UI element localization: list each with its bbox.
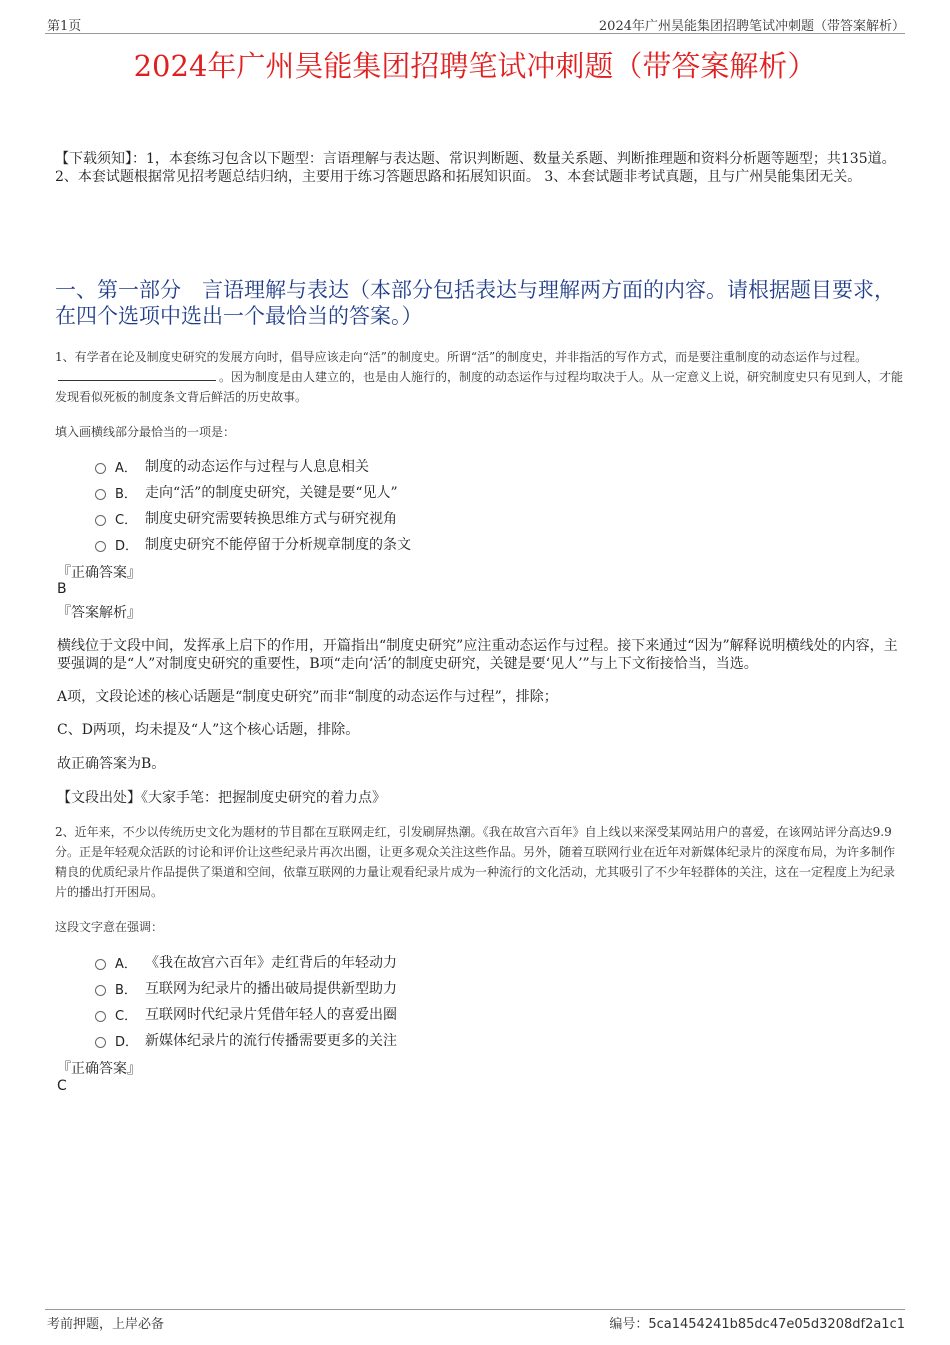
option-a[interactable] [95, 453, 411, 479]
fill-blank [58, 368, 216, 381]
page-title: 2024年广州昊能集团招聘笔试冲刺题（带答案解析） [133, 49, 817, 83]
option-d[interactable] [95, 1027, 397, 1053]
option-text: 《我在故宫六百年》走红背后的年轻动力 [145, 955, 397, 971]
footer-code-label: 编号： [609, 1317, 649, 1332]
header-doc-title: 2024年广州昊能集团招聘笔试冲刺题（带答案解析） [598, 19, 905, 34]
question-2-prompt: 这段文字意在强调： [55, 920, 164, 934]
option-text: 制度的动态运作与过程与人息息相关 [145, 459, 369, 475]
analysis-paragraph: A项，文段论述的核心话题是“制度史研究”而非“制度的动态运作与过程”，排除； [57, 689, 558, 705]
option-text: 制度史研究需要转换思维方式与研究视角 [145, 511, 397, 527]
download-notice: 【下载须知】：1，本套练习包含以下题型：言语理解与表达题、常识判断题、数量关系题、判断推理题和资料分析题等题型；共135道。 2、本套试题根据常见招考题总结归纳，主要用于练习答题思路和拓展知识面。 3、本套试题非考试真题，且与广州昊能集团无关。 [55, 151, 896, 185]
correct-answer: B [57, 581, 67, 597]
question-1-text-before: 1、有学者在论及制度史研究的发展方向时，倡导应该走向“活”的制度史。所谓“活”的制度史，并非指活的写作方式，而是要注重制度的动态运作与过程。 [55, 350, 868, 364]
option-b[interactable] [95, 479, 411, 505]
radio-icon[interactable] [95, 985, 106, 996]
analysis-label: 『答案解析』 [57, 605, 141, 621]
analysis-paragraph: C、D两项，均未提及“人”这个核心话题，排除。 [57, 722, 360, 738]
option-letter: C． [115, 512, 138, 528]
question-1-text-after: 。因为制度是由人建立的，也是由人施行的，制度的动态运作与过程均取决于人。从一定意义上说，研究制度史只有见到人，才能发现看似死板的制度条文背后鲜活的历史故事。 [55, 370, 904, 404]
page-number: 第1页 [47, 19, 82, 34]
option-b[interactable] [95, 975, 397, 1001]
question-1-text [55, 347, 905, 407]
analysis-conclusion: 故正确答案为B。 [57, 756, 166, 772]
footer-code [609, 1313, 905, 1332]
source-citation: 【文段出处】《大家手笔：把握制度史研究的着力点》 [57, 790, 386, 806]
option-letter: A． [115, 956, 137, 972]
option-d[interactable] [95, 531, 411, 557]
question-2-options [95, 949, 397, 1053]
radio-icon[interactable] [95, 959, 106, 970]
question-2-text: 2、近年来，不少以传统历史文化为题材的节目都在互联网走红，引发刷屏热潮。《我在故宫六百年》自上线以来深受某网站用户的喜爱，在该网站评分高达9.9分。正是年轻观众活跃的讨论和评价让这些纪录片再次出圈，让更多观众关注这些作品。另外，随着互联网行业在近年对新媒体纪录片的深度布局，为许多制作精良的优质纪录片作品提供了渠道和空间，依靠互联网的力量让观看纪录片成为一种流行的文化活动，尤其吸引了不少年轻群体的关注，这在一定程度上为纪录片的播出打开困局。 [55, 825, 896, 899]
header-divider [45, 33, 905, 34]
question-1-prompt: 填入画横线部分最恰当的一项是： [55, 425, 236, 439]
section-heading: 一、第一部分 言语理解与表达（本部分包括表达与理解两方面的内容。请根据题目要求，在四个选项中选出一个最恰当的答案。） [55, 278, 895, 328]
option-c[interactable] [95, 1001, 397, 1027]
radio-icon[interactable] [95, 1037, 106, 1048]
footer-code-value: 5ca1454241b85dc47e05d3208df2a1c1 [648, 1317, 905, 1332]
option-letter: B． [115, 982, 137, 998]
radio-icon[interactable] [95, 541, 106, 552]
option-a[interactable] [95, 949, 397, 975]
analysis-paragraph: 横线位于文段中间，发挥承上启下的作用，开篇指出“制度史研究”应注重动态运作与过程。接下来通过“因为”解释说明横线处的内容，主要强调的是“人”对制度史研究的重要性，B项“走向‘活’的制度史研究，关键是要‘见人’”与上下文衔接恰当，当选。 [57, 638, 898, 672]
answer-label: 『正确答案』 [57, 565, 141, 581]
option-letter: B． [115, 486, 137, 502]
correct-answer: C [57, 1078, 67, 1094]
option-letter: D． [115, 538, 139, 554]
question-1-options [95, 453, 411, 557]
option-letter: C． [115, 1008, 138, 1024]
footer-divider [45, 1309, 905, 1310]
answer-label: 『正确答案』 [57, 1061, 141, 1077]
option-c[interactable] [95, 505, 411, 531]
option-text: 互联网时代纪录片凭借年轻人的喜爱出圈 [145, 1007, 397, 1023]
radio-icon[interactable] [95, 1011, 106, 1022]
option-text: 新媒体纪录片的流行传播需要更多的关注 [145, 1033, 397, 1049]
radio-icon[interactable] [95, 489, 106, 500]
footer-slogan: 考前押题，上岸必备 [47, 1317, 165, 1332]
option-text: 走向“活”的制度史研究，关键是要“见人” [145, 485, 398, 501]
radio-icon[interactable] [95, 515, 106, 526]
option-letter: A． [115, 460, 137, 476]
option-text: 制度史研究不能停留于分析规章制度的条文 [145, 537, 411, 553]
option-letter: D． [115, 1034, 139, 1050]
option-text: 互联网为纪录片的播出破局提供新型助力 [145, 981, 397, 997]
radio-icon[interactable] [95, 463, 106, 474]
